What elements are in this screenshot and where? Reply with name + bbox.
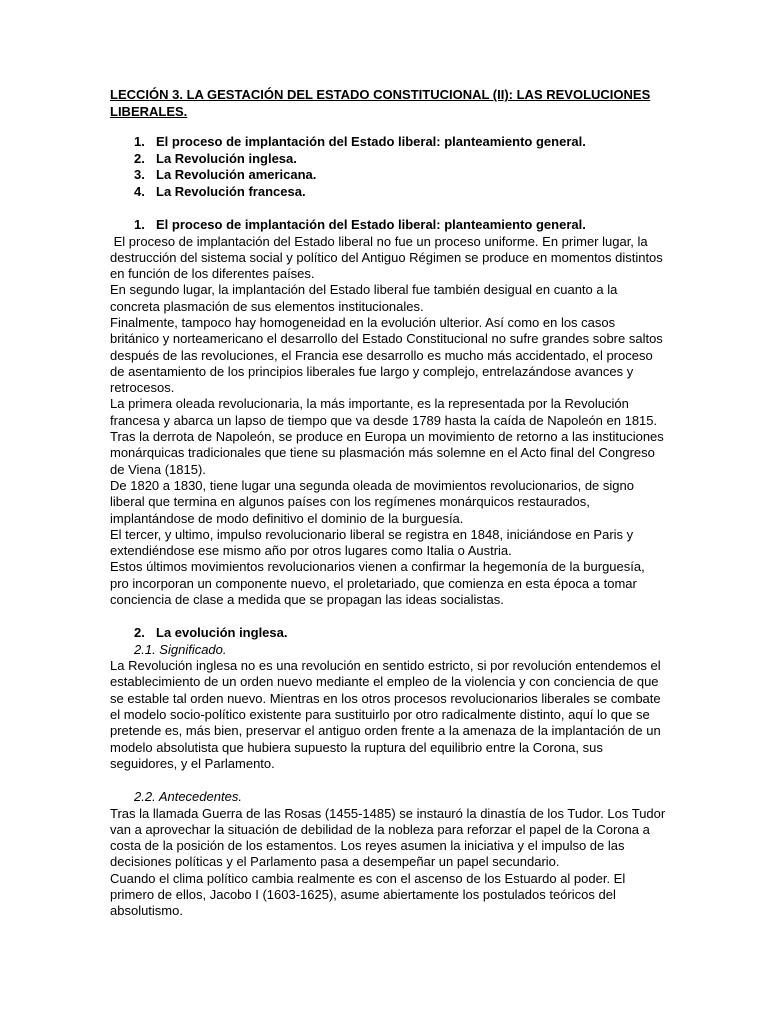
toc-item-number: 3.: [134, 167, 145, 182]
subsection-2-1-paragraph: La Revolución inglesa no es una revolución en sentido estricto, si por revolución entendemos el establecimiento de un orden nuevo mediante el empleo de la violencia y con conciencia de que se estable tal orden nuevo. Mientras en los otros procesos revolucionarios liberales se combate el modelo socio-político existente para sustituirlo por otro radicalmente distinto, aquí lo que se pretende es, más bien, preservar el antiguo orden frente a la amenaza de la implantación de un modelo absolutista que hubiera supuesto la ruptura del equilibrio entre la Corona, sus seguidores, y el Parlamento.: [110, 658, 661, 771]
section-1-heading-text: El proceso de implantación del Estado liberal: planteamiento general.: [156, 217, 586, 232]
toc-item-label: La Revolución inglesa.: [156, 150, 297, 166]
toc-item-label: La Revolución francesa.: [156, 183, 306, 199]
toc-item: [110, 134, 666, 151]
toc-item-number: 2.: [134, 150, 145, 166]
section-1-paragraph: Estos últimos movimientos revolucionarios vienen a confirmar la hegemonía de la burguesía, pro incorporan un componente nuevo, el proletariado, que comienza en esta época a tomar conciencia de clase a medida que se propagan las ideas socialistas.: [110, 559, 645, 608]
section-2-heading-text: La evolución inglesa.: [156, 625, 288, 641]
document-page: [110, 86, 666, 920]
subsection-2-1-heading: 2.1. Significado.: [134, 641, 227, 657]
section-1-paragraph: En segundo lugar, la implantación del Estado liberal fue también desigual en cuanto a la concreta plasmación de sus elementos institucionales.: [110, 282, 618, 314]
toc-item-label: La Revolución americana.: [156, 167, 317, 182]
toc-item: [110, 151, 666, 168]
section-1-paragraph: La primera oleada revolucionaria, la más importante, es la representada por la Revolución francesa y abarca un lapso de tiempo que va desde 1789 hasta la caída de Napoleón en 1815. Tras la derrota de Napoleón, se produce en Europa un movimiento de retorno a las instituciones monárquicas tradicionales que tiene su plasmación más solemne en el Acto final del Congreso de Viena (1815).: [110, 396, 664, 477]
subsection-2-2-paragraph: Cuando el clima político cambia realmente es con el ascenso de los Estuardo al poder. El primero de ellos, Jacobo I (1603-1625), asume abiertamente los postulados teóricos del absolutismo.: [110, 870, 626, 919]
section-1-paragraph: Finalmente, tampoco hay homogeneidad en la evolución ulterior. Así como en los casos británico y norteamericano el desarrollo del Estado Constitucional no sufre grandes sobre saltos después de las revoluciones, el Francia ese desarrollo es mucho más accidentado, el proceso de asentamiento de los principios liberales fue largo y complejo, entrelazándose avances y retrocesos.: [110, 314, 663, 396]
subsection-2-2-heading: 2.2. Antecedentes.: [134, 789, 242, 805]
table-of-contents: [110, 134, 666, 200]
section-1-paragraph: El tercer, y ultimo, impulso revolucionario liberal se registra en 1848, iniciándose en Paris y extendiéndose ese mismo año por otros lugares como Italia o Austria.: [110, 526, 634, 559]
section-1-number: 1.: [134, 217, 145, 232]
section-2-heading: [110, 625, 666, 642]
section-1-heading: [110, 217, 666, 234]
section-1-paragraph: El proceso de implantación del Estado liberal no fue un proceso uniforme. En primer lugar, la destrucción del sistema social y político del Antiguo Régimen se produce en momentos distintos en función de los diferentes países.: [110, 233, 667, 282]
subsection-2-2-paragraph: Tras la llamada Guerra de las Rosas (1455-1485) se instauró la dinastía de los Tudor. Los Tudor van a aprovechar la situación de debilidad de la nobleza para reforzar el papel de la Corona a costa de la posición de los estamentos. Los reyes asumen la iniciativa y el impulso de las decisiones políticas y el Parlamento pasa a desempeñar un papel secundario.: [110, 805, 666, 870]
toc-item: [110, 184, 666, 201]
section-1-paragraph: De 1820 a 1830, tiene lugar una segunda oleada de movimientos revolucionarios, de signo liberal que termina en algunos países con los regímenes monárquicos restaurados, implantándose de modo definitivo el dominio de la burguesía.: [110, 477, 634, 526]
toc-item: [110, 167, 666, 184]
section-2-number: 2.: [134, 625, 145, 641]
toc-item-number: 4.: [134, 183, 145, 199]
toc-item-label: El proceso de implantación del Estado liberal: planteamiento general.: [156, 134, 586, 149]
lesson-title: LECCIÓN 3. LA GESTACIÓN DEL ESTADO CONSTITUCIONAL (II): LAS REVOLUCIONES LIBERALES.: [110, 87, 651, 119]
toc-item-number: 1.: [134, 134, 145, 149]
